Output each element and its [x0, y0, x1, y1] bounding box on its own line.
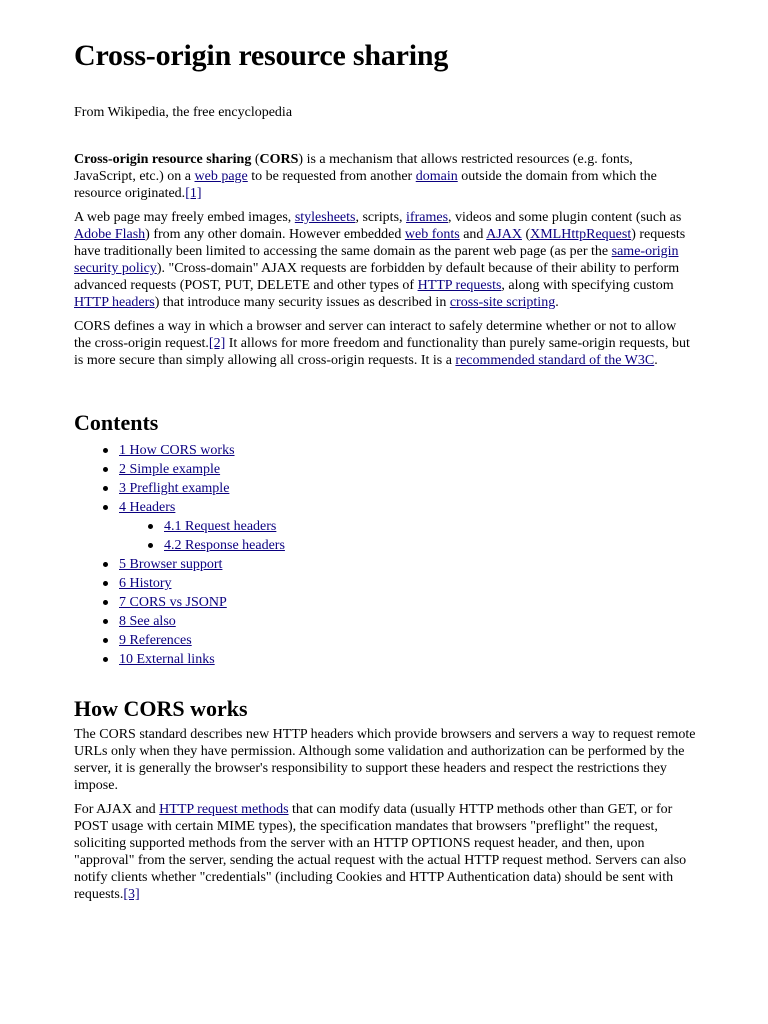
link-web-page[interactable]: web page — [194, 169, 248, 184]
table-of-contents — [74, 441, 696, 669]
text-span: , scripts, — [355, 210, 407, 225]
text-span: ). "Cross-domain" AJAX requests are forbidden by default because of their ability to perform advanced requests (POST, PUT, DELETE and other types of — [74, 261, 680, 293]
text-span: ) from any other domain. However embedded — [145, 227, 405, 242]
toc-item-response-headers — [74, 536, 696, 555]
text-span: . — [654, 353, 658, 368]
toc-link[interactable]: 5 Browser support — [119, 557, 223, 572]
toc-item-headers — [74, 498, 696, 517]
link-adobe-flash[interactable]: Adobe Flash — [74, 227, 146, 242]
abbr-bold: CORS — [259, 152, 299, 167]
toc-item-request-headers — [74, 517, 696, 536]
site-tagline: From Wikipedia, the free encyclopedia — [74, 105, 293, 120]
link-ajax[interactable]: AJAX — [486, 227, 522, 242]
toc-item-cors-vs-jsonp — [74, 593, 696, 612]
toc-link[interactable]: 9 References — [119, 633, 192, 648]
link-domain[interactable]: domain — [415, 169, 458, 184]
toc-item-how-cors-works — [74, 441, 696, 460]
text-span: A web page may freely embed images, — [74, 210, 295, 225]
link-same-origin-policy[interactable]: same-origin security policy — [74, 244, 679, 276]
text-span: For AJAX and — [74, 802, 160, 817]
text-span: ( — [521, 227, 531, 242]
text-span: , videos and some plugin content (such as — [448, 210, 682, 225]
toc-link[interactable]: 4 Headers — [119, 500, 176, 515]
link-stylesheets[interactable]: stylesheets — [294, 210, 356, 225]
toc-link[interactable]: 3 Preflight example — [119, 481, 230, 496]
toc-link[interactable]: 7 CORS vs JSONP — [119, 595, 227, 610]
text-span: It allows for more freedom and functionality than purely same-origin requests, but is more secure than simply allowing all cross-origin requests. It is a — [74, 336, 690, 368]
toc-link[interactable]: 6 History — [119, 576, 172, 591]
text-span: , along with specifying custom — [501, 278, 674, 293]
toc-link[interactable]: 8 See also — [119, 614, 176, 629]
toc-item-references — [74, 631, 696, 650]
how-cors-paragraph-2 — [74, 801, 696, 903]
link-xmlhttprequest[interactable]: XMLHttpRequest — [530, 227, 632, 242]
toc-link[interactable]: 4.2 Response headers — [164, 538, 285, 553]
text-span: that can modify data (usually HTTP methods other than GET, or for POST usage with certain MIME types), the specification mandates that browsers "preflight" the request, soliciting supported methods from the server with an HTTP OPTIONS request header, and then, upon "approval" from the server, sending the actual request with the actual HTTP request method. Servers can also notify clients whether "credentials" (including Cookies and HTTP Authentication data) should be sent with requests. — [74, 802, 687, 902]
toc-item-simple-example — [74, 460, 696, 479]
text-span: . — [555, 295, 559, 310]
text-span: and — [459, 227, 487, 242]
link-web-fonts[interactable]: web fonts — [404, 227, 460, 242]
text-span: ) is a mechanism that allows restricted resources (e.g. fonts, JavaScript, etc.) on a — [74, 152, 633, 184]
intro-paragraph-1 — [74, 151, 696, 202]
page-title: Cross-origin resource sharing — [74, 39, 449, 72]
toc-item-preflight-example — [74, 479, 696, 498]
link-http-headers[interactable]: HTTP headers — [74, 295, 155, 310]
toc-item-external-links — [74, 650, 696, 669]
toc-item-browser-support — [74, 555, 696, 574]
toc-link[interactable]: 10 External links — [119, 652, 215, 667]
toc-item-history — [74, 574, 696, 593]
intro-paragraph-3 — [74, 318, 696, 369]
intro-paragraph-2 — [74, 209, 696, 311]
text-span: CORS defines a way in which a browser and server can interact to safely determine whether or not to allow the cross-origin request. — [74, 319, 677, 351]
link-cross-site-scripting[interactable]: cross-site scripting — [449, 295, 556, 310]
reference-link-3[interactable]: [3] — [123, 887, 140, 902]
text-span: ) that introduce many security issues as described in — [154, 295, 450, 310]
text-span: outside the domain from which the resource originated. — [74, 169, 657, 201]
text-span: ) requests have traditionally been limited to accessing the same domain as the parent web page (as per the — [74, 227, 686, 259]
contents-heading: Contents — [74, 410, 159, 435]
reference-link-2[interactable]: [2] — [208, 336, 226, 351]
link-http-request-methods[interactable]: HTTP request methods — [159, 802, 289, 817]
term-bold: Cross-origin resource sharing — [74, 152, 252, 167]
toc-link[interactable]: 1 How CORS works — [119, 443, 235, 458]
reference-link-1[interactable]: [1] — [185, 186, 202, 201]
link-iframes[interactable]: iframes — [406, 210, 449, 225]
toc-link[interactable]: 2 Simple example — [119, 462, 221, 477]
toc-item-see-also — [74, 612, 696, 631]
link-http-requests[interactable]: HTTP requests — [417, 278, 502, 293]
text-span: ( — [251, 152, 260, 167]
text-span: to be requested from another — [247, 169, 416, 184]
toc-link[interactable]: 4.1 Request headers — [164, 519, 277, 534]
link-w3c-standard[interactable]: recommended standard of the W3C — [455, 353, 655, 368]
section-heading-how-cors-works: How CORS works — [74, 696, 248, 721]
how-cors-paragraph-1: The CORS standard describes new HTTP headers which provide browsers and servers a way to request remote URLs only when they have permission. Although some validation and authorization can be performed by the server, it is generally the browser's responsibility to support these headers and respect the restrictions they impose. — [74, 727, 696, 793]
